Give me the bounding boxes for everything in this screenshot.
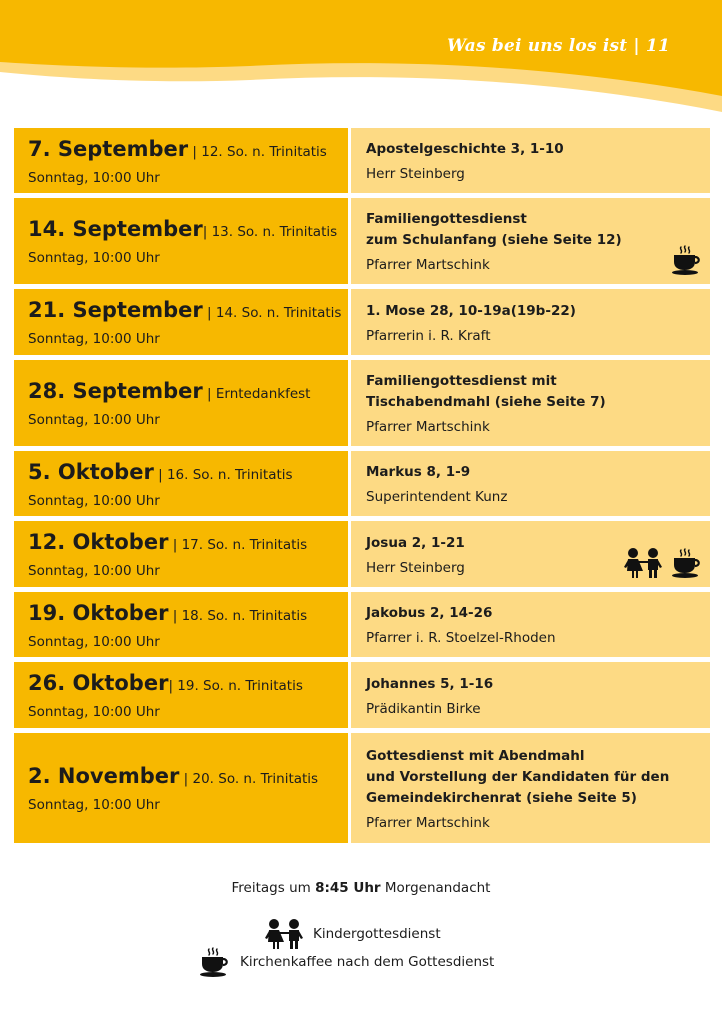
separator: | — [168, 537, 182, 553]
preacher: Herr Steinberg — [366, 559, 465, 576]
liturgical-occasion: 20. So. n. Trinitatis — [192, 771, 319, 787]
scripture-reading-line: Familiengottesdienst mit — [366, 373, 557, 389]
preacher: Superintendent Kunz — [366, 489, 508, 505]
service-date: 7. September — [28, 136, 189, 161]
liturgical-occasion: 13. So. n. Trinitatis — [211, 224, 338, 240]
service-time: Sonntag, 10:00 Uhr — [28, 412, 160, 428]
service-date: 21. September — [28, 298, 203, 322]
preacher: Pfarrerin i. R. Kraft — [366, 327, 491, 344]
service-row — [14, 198, 710, 284]
header-wave — [0, 0, 722, 120]
legend-coffee — [198, 946, 494, 978]
service-time: Sonntag, 10:00 Uhr — [28, 704, 160, 720]
friday-suffix: Morgenandacht — [380, 880, 491, 896]
service-time: Sonntag, 10:00 Uhr — [28, 331, 160, 347]
liturgical-occasion: Erntedankfest — [215, 386, 311, 402]
legend-coffee-label: Kirchenkaffee nach dem Gottesdienst — [240, 954, 495, 970]
liturgical-occasion: 19. So. n. Trinitatis — [177, 678, 303, 694]
service-detail-cell — [351, 128, 710, 193]
preacher: Pfarrer Martschink — [366, 814, 490, 831]
service-row — [14, 662, 710, 728]
liturgical-occasion: 12. So. n. Trinitatis — [201, 143, 327, 160]
liturgical-occasion: 16. So. n. Trinitatis — [166, 466, 293, 483]
service-date-cell — [14, 198, 348, 284]
service-row — [14, 592, 710, 657]
service-icons — [670, 244, 702, 276]
scripture-reading-line: Gemeindekirchenrat (siehe Seite 5) — [366, 789, 637, 806]
service-time: Sonntag, 10:00 Uhr — [28, 169, 160, 186]
date-line — [28, 216, 348, 245]
coffee-cup-icon — [198, 946, 230, 978]
service-row — [14, 451, 710, 516]
service-icons — [622, 547, 702, 579]
date-line — [28, 600, 348, 629]
service-date-cell — [14, 451, 348, 516]
service-detail-cell — [351, 289, 710, 355]
scripture-reading-line: und Vorstellung der Kandidaten für den — [366, 768, 670, 785]
date-line — [28, 378, 348, 407]
service-date: 28. September — [28, 379, 203, 403]
service-row — [14, 733, 710, 843]
liturgical-occasion: 18. So. n. Trinitatis — [181, 607, 308, 624]
children-icon — [622, 547, 664, 579]
friday-note — [0, 880, 722, 896]
service-row — [14, 128, 710, 193]
coffee-cup-icon — [670, 244, 702, 276]
scripture-reading-line: Johannes 5, 1-16 — [366, 675, 494, 692]
service-detail-cell — [351, 521, 710, 587]
service-date: 19. Oktober — [28, 600, 169, 625]
scripture-reading-line: Tischabendmahl (siehe Seite 7) — [366, 394, 606, 410]
service-date-cell — [14, 733, 348, 843]
service-row — [14, 360, 710, 446]
service-date-cell — [14, 521, 348, 587]
friday-prefix: Freitags um — [231, 880, 316, 896]
service-date-cell — [14, 592, 348, 657]
scripture-reading-line: Gottesdienst mit Abendmahl — [366, 747, 585, 764]
scripture-reading-line: Familiengottesdienst — [366, 211, 527, 227]
scripture-reading-line: Jakobus 2, 14-26 — [366, 605, 493, 621]
separator: | — [188, 143, 202, 160]
legend-children-label: Kindergottesdienst — [313, 926, 441, 942]
scripture-reading-line: Josua 2, 1-21 — [366, 534, 465, 551]
service-detail-cell — [351, 451, 710, 516]
scripture-reading-line: 1. Mose 28, 10-19a(19b-22) — [366, 302, 576, 319]
friday-time: 8:45 Uhr — [315, 880, 381, 896]
service-row — [14, 289, 710, 355]
scripture-reading-line: Apostelgeschichte 3, 1-10 — [366, 141, 564, 157]
page-header-title: Was bei uns los ist | 11 — [446, 36, 670, 56]
service-date-cell — [14, 128, 348, 193]
service-date-cell — [14, 360, 348, 446]
service-time: Sonntag, 10:00 Uhr — [28, 633, 160, 650]
service-detail-cell — [351, 360, 710, 446]
date-line — [28, 297, 348, 326]
service-time: Sonntag, 10:00 Uhr — [28, 797, 160, 813]
service-date: 26. Oktober — [28, 671, 169, 695]
preacher: Prädikantin Birke — [366, 700, 481, 717]
service-schedule — [14, 128, 710, 848]
preacher: Pfarrer Martschink — [366, 257, 490, 273]
service-time: Sonntag, 10:00 Uhr — [28, 492, 160, 509]
date-line — [28, 529, 348, 558]
service-date: 14. September — [28, 217, 203, 241]
liturgical-occasion: 17. So. n. Trinitatis — [181, 537, 308, 553]
preacher: Herr Steinberg — [366, 166, 465, 182]
service-detail-cell — [351, 198, 710, 284]
service-date: 12. Oktober — [28, 530, 169, 554]
preacher: Pfarrer Martschink — [366, 419, 490, 435]
date-line — [28, 670, 348, 699]
service-row — [14, 521, 710, 587]
date-line — [28, 136, 348, 165]
scripture-reading-line: Markus 8, 1-9 — [366, 464, 471, 480]
date-line — [28, 459, 348, 488]
separator: | — [179, 771, 193, 787]
service-detail-cell — [351, 592, 710, 657]
service-date-cell — [14, 662, 348, 728]
coffee-cup-icon — [670, 547, 702, 579]
liturgical-occasion: 14. So. n. Trinitatis — [215, 305, 342, 321]
service-date: 2. November — [28, 764, 180, 788]
separator: | — [202, 305, 216, 321]
service-time: Sonntag, 10:00 Uhr — [28, 563, 160, 579]
separator: | — [202, 224, 212, 240]
service-date-cell — [14, 289, 348, 355]
service-time: Sonntag, 10:00 Uhr — [28, 250, 160, 266]
scripture-reading-line: zum Schulanfang (siehe Seite 12) — [366, 232, 622, 248]
separator: | — [202, 386, 216, 402]
separator: | — [153, 466, 167, 483]
separator: | — [168, 678, 178, 694]
date-line — [28, 763, 348, 792]
service-detail-cell — [351, 733, 710, 843]
separator: | — [168, 607, 182, 624]
service-date: 5. Oktober — [28, 459, 154, 484]
service-detail-cell — [351, 662, 710, 728]
preacher: Pfarrer i. R. Stoelzel-Rhoden — [366, 630, 556, 646]
